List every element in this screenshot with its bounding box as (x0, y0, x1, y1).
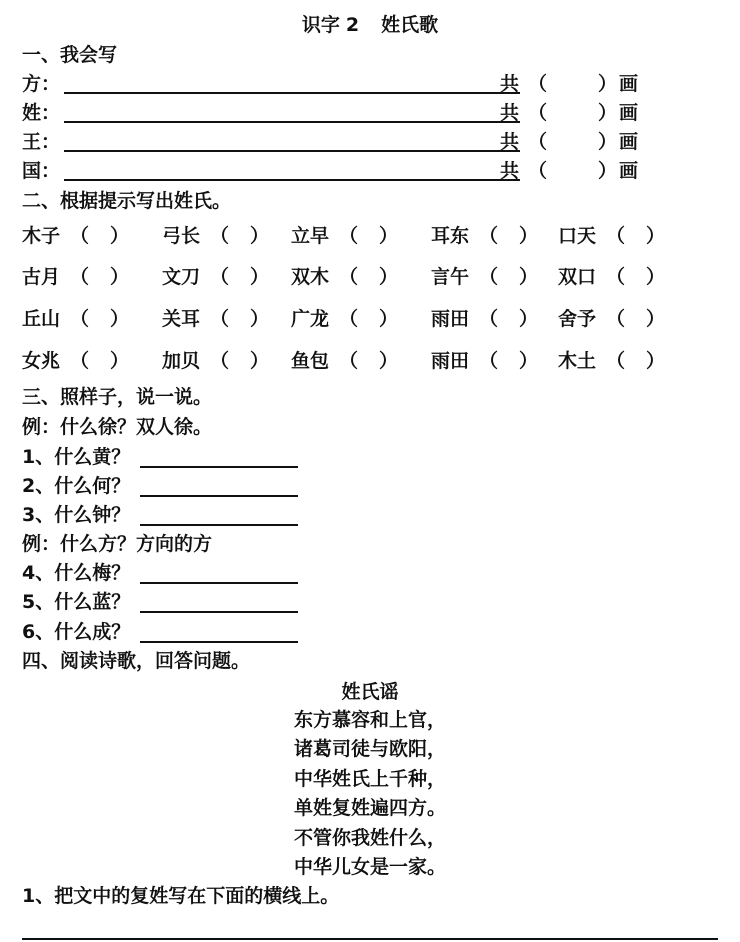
question-row (22, 560, 322, 588)
hua-label: 画 (619, 131, 639, 153)
write-blank[interactable] (64, 121, 520, 123)
question-row (22, 473, 322, 501)
answer-paren-close: ） (250, 308, 270, 330)
example-2: 例：什么方？方向的方 (22, 533, 213, 555)
poem-line: 东方慕容和上官， (293, 709, 446, 731)
hint-characters: 弓长 (162, 225, 201, 247)
page-title (0, 12, 740, 38)
surname-hint-cell (22, 223, 129, 249)
poem-line: 单姓复姓遍四方。 (293, 797, 446, 819)
write-row-char: 国： (22, 160, 61, 182)
hint-characters: 加贝 (162, 350, 201, 372)
answer-paren-open[interactable]: （ (210, 266, 230, 288)
answer-paren-open[interactable]: （ (479, 308, 499, 330)
answer-paren-close: ） (519, 308, 539, 330)
answer-blank[interactable] (140, 582, 298, 584)
answer-paren-close: ） (379, 350, 399, 372)
section1-heading: 一、我会写 (22, 44, 118, 66)
hint-characters: 双口 (558, 266, 597, 288)
question-text: 4、什么梅？ (22, 562, 131, 584)
hint-characters: 口天 (558, 225, 597, 247)
answer-paren-close: ） (646, 308, 666, 330)
question-row (22, 502, 322, 530)
surname-hint-cell (558, 223, 665, 249)
surname-hint-cell (558, 264, 665, 290)
gong-label: 共 (500, 102, 520, 124)
gong-label: 共 (500, 160, 520, 182)
answer-paren-close: ） (646, 266, 666, 288)
hint-characters: 雨田 (431, 350, 470, 372)
title-main: 识字 (301, 14, 340, 36)
answer-paren-open[interactable]: （ (210, 308, 230, 330)
write-blank[interactable] (64, 179, 520, 181)
answer-blank[interactable] (140, 611, 298, 613)
stroke-count-close: ） (598, 73, 618, 95)
hint-characters: 广龙 (291, 308, 330, 330)
hint-characters: 双木 (291, 266, 330, 288)
question-row (22, 444, 322, 472)
answer-paren-open[interactable]: （ (479, 266, 499, 288)
answer-paren-open[interactable]: （ (606, 350, 626, 372)
answer-paren-open[interactable]: （ (606, 266, 626, 288)
surname-hint-cell (431, 223, 538, 249)
answer-paren-open[interactable]: （ (70, 225, 90, 247)
answer-paren-open[interactable]: （ (210, 225, 230, 247)
hua-label: 画 (619, 102, 639, 124)
answer-paren-open[interactable]: （ (339, 225, 359, 247)
answer-paren-close: ） (250, 225, 270, 247)
poem-line: 不管你我姓什么， (293, 827, 446, 849)
answer-paren-open[interactable]: （ (70, 266, 90, 288)
surname-hint-cell (162, 264, 269, 290)
surname-hint-cell (291, 264, 398, 290)
answer-paren-close: ） (110, 350, 130, 372)
hint-characters: 木子 (22, 225, 61, 247)
surname-hint-cell (22, 348, 129, 374)
answer-paren-open[interactable]: （ (606, 225, 626, 247)
answer-paren-close: ） (110, 308, 130, 330)
surname-hint-cell (431, 264, 538, 290)
hint-characters: 关耳 (162, 308, 201, 330)
answer-paren-open[interactable]: （ (606, 308, 626, 330)
question-text: 3、什么钟？ (22, 504, 131, 526)
write-row-char: 方： (22, 73, 61, 95)
surname-hint-cell (291, 223, 398, 249)
surname-hint-cell (431, 306, 538, 332)
answer-paren-close: ） (110, 225, 130, 247)
poem-line: 中华儿女是一家。 (293, 856, 446, 878)
hint-characters: 鱼包 (291, 350, 330, 372)
hint-characters: 耳东 (431, 225, 470, 247)
reading-question-1: 1、把文中的复姓写在下面的横线上。 (22, 885, 340, 907)
answer-paren-close: ） (379, 225, 399, 247)
question-text: 6、什么成？ (22, 621, 131, 643)
stroke-count-close: ） (598, 131, 618, 153)
answer-blank[interactable] (140, 641, 298, 643)
write-row-char: 姓： (22, 102, 61, 124)
question-row (22, 619, 322, 647)
surname-hint-cell (558, 306, 665, 332)
answer-paren-close: ） (379, 308, 399, 330)
stroke-count-open: （ (528, 73, 548, 95)
surname-hint-cell (22, 306, 129, 332)
answer-paren-close: ） (250, 350, 270, 372)
stroke-count-close: ） (598, 160, 618, 182)
surname-hint-cell (22, 264, 129, 290)
hint-characters: 立早 (291, 225, 330, 247)
title-number: 2 (345, 14, 360, 36)
hint-characters: 丘山 (22, 308, 61, 330)
answer-paren-open[interactable]: （ (479, 350, 499, 372)
write-row-guo (22, 157, 662, 185)
hint-characters: 雨田 (431, 308, 470, 330)
answer-paren-close: ） (519, 266, 539, 288)
surname-hint-cell (558, 348, 665, 374)
answer-blank[interactable] (140, 524, 298, 526)
stroke-count-close: ） (598, 102, 618, 124)
answer-line[interactable] (22, 938, 718, 940)
answer-paren-open[interactable]: （ (339, 266, 359, 288)
answer-paren-open[interactable]: （ (339, 308, 359, 330)
answer-paren-open[interactable]: （ (479, 225, 499, 247)
write-row-char: 王： (22, 131, 61, 153)
answer-blank[interactable] (140, 495, 298, 497)
section2-heading: 二、根据提示写出姓氏。 (22, 190, 232, 212)
stroke-count-open: （ (528, 102, 548, 124)
surname-hint-cell (291, 306, 398, 332)
surname-hint-cell (291, 348, 398, 374)
poem-line: 诸葛司徒与欧阳， (293, 738, 446, 760)
answer-paren-close: ） (379, 266, 399, 288)
example-1: 例：什么徐？双人徐。 (22, 416, 213, 438)
hint-characters: 木土 (558, 350, 597, 372)
gong-label: 共 (500, 73, 520, 95)
hint-characters: 古月 (22, 266, 61, 288)
answer-paren-open[interactable]: （ (70, 350, 90, 372)
surname-hint-cell (162, 348, 269, 374)
hua-label: 画 (619, 73, 639, 95)
section3-heading: 三、照样子，说一说。 (22, 386, 213, 408)
answer-paren-close: ） (646, 350, 666, 372)
write-row-fang (22, 70, 662, 98)
hint-characters: 女兆 (22, 350, 61, 372)
answer-paren-close: ） (646, 225, 666, 247)
answer-paren-close: ） (519, 350, 539, 372)
surname-hint-cell (162, 223, 269, 249)
write-row-wang (22, 128, 662, 156)
write-blank[interactable] (64, 150, 520, 152)
hua-label: 画 (619, 160, 639, 182)
answer-paren-close: ） (250, 266, 270, 288)
question-row (22, 589, 322, 617)
gong-label: 共 (500, 131, 520, 153)
poem-line: 中华姓氏上千种， (293, 768, 446, 790)
hint-characters: 文刀 (162, 266, 201, 288)
answer-paren-open[interactable]: （ (339, 350, 359, 372)
stroke-count-open: （ (528, 160, 548, 182)
poem-title: 姓氏谣 (341, 681, 399, 703)
hint-characters: 舍予 (558, 308, 597, 330)
section4-heading: 四、阅读诗歌，回答问题。 (22, 650, 251, 672)
answer-paren-open[interactable]: （ (70, 308, 90, 330)
write-row-xing (22, 99, 662, 127)
answer-blank[interactable] (140, 466, 298, 468)
question-text: 1、什么黄？ (22, 446, 131, 468)
answer-paren-close: ） (519, 225, 539, 247)
question-text: 2、什么何？ (22, 475, 131, 497)
answer-paren-open[interactable]: （ (210, 350, 230, 372)
write-blank[interactable] (64, 92, 520, 94)
answer-paren-close: ） (110, 266, 130, 288)
surname-hint-cell (431, 348, 538, 374)
stroke-count-open: （ (528, 131, 548, 153)
surname-hint-cell (162, 306, 269, 332)
hint-characters: 言午 (431, 266, 470, 288)
title-sub: 姓氏歌 (381, 14, 439, 36)
question-text: 5、什么蓝？ (22, 591, 131, 613)
